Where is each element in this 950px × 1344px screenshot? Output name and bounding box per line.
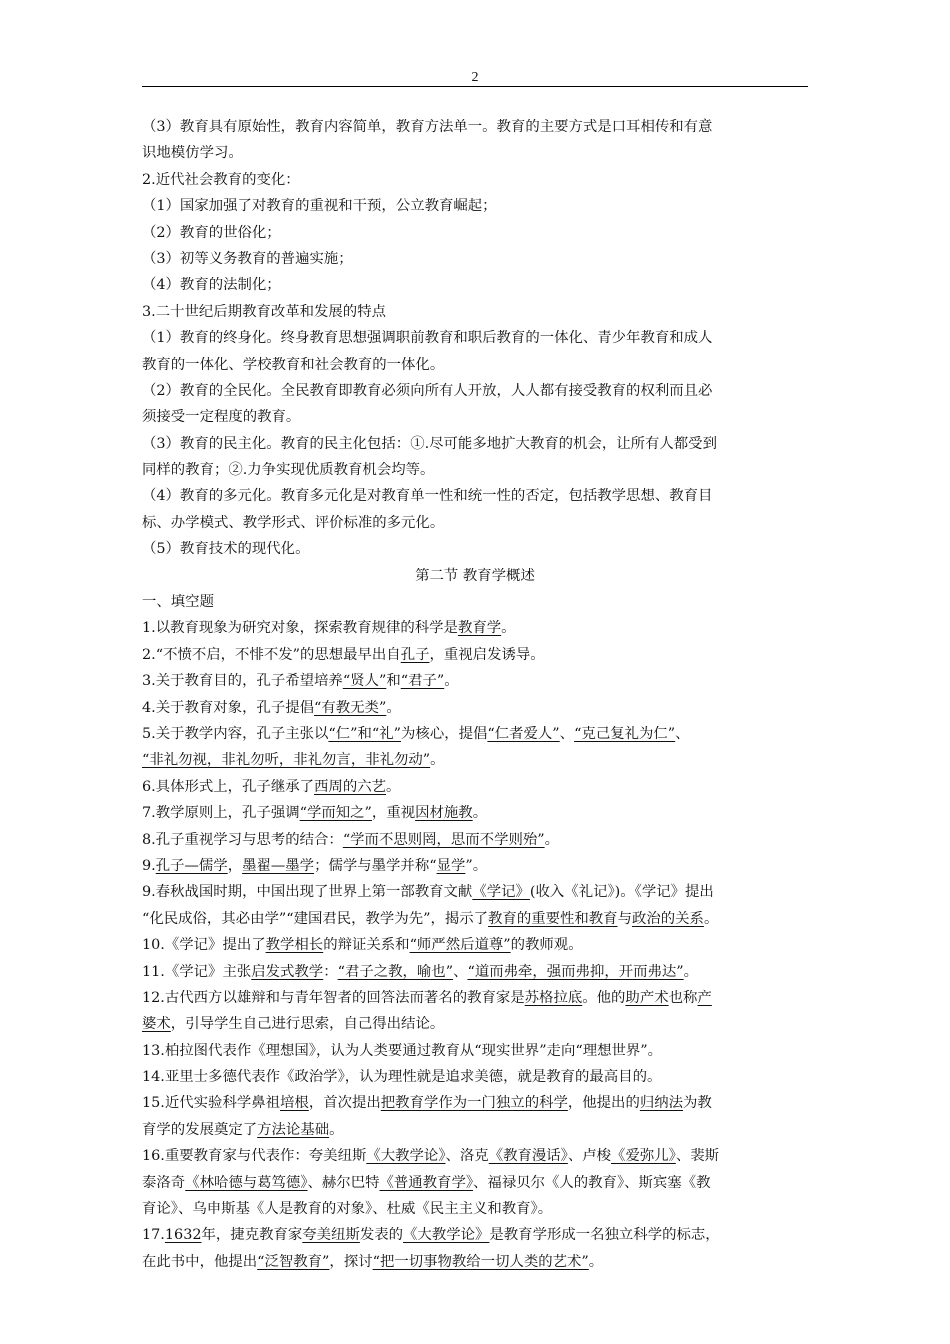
page-number: 2 <box>471 70 479 85</box>
text-segment: 为核心，提倡 <box>401 725 488 742</box>
underlined-answer: “把一切事物教给一切人类的艺术” <box>372 1253 589 1270</box>
text-line <box>142 404 808 430</box>
underlined-answer: 夸美纽斯 <box>302 1227 360 1244</box>
text-segment: 泰洛奇 <box>142 1174 186 1191</box>
text-segment: 同样的教育；②.力争实现优质教育机会均等。 <box>142 462 435 479</box>
text-segment: ： <box>323 963 338 980</box>
underlined-answer: 产 <box>697 989 712 1006</box>
underlined-answer: “师严然后道尊” <box>409 937 511 954</box>
text-segment: ，重视启发诱导。 <box>429 646 545 663</box>
text-segment: 13.柏拉图代表作《理想国》，认为人类要通过教育从“现实世界”走向“理想世界”。 <box>142 1042 663 1059</box>
text-segment: 。他的 <box>582 989 626 1006</box>
underlined-answer: 教育的重要性和教育 <box>488 910 618 927</box>
underlined-answer: 《爱弥儿》 <box>611 1148 676 1165</box>
text-segment: 2.“不愤不启，不悱不发”的思想最早出自 <box>142 646 401 663</box>
underlined-answer: “学而知之” <box>299 805 372 822</box>
underlined-answer: 显学 <box>436 857 466 874</box>
underlined-answer: 墨翟—墨学 <box>242 857 315 874</box>
text-line <box>142 853 808 879</box>
text-segment: 须接受一定程度的教育。 <box>142 409 301 426</box>
text-line <box>142 827 808 853</box>
text-segment: （3）教育的民主化。教育的民主化包括：①.尽可能多地扩大教育的机会，让所有人都受到 <box>142 435 717 452</box>
text-segment: ，他提出的 <box>567 1095 640 1112</box>
text-line <box>142 1222 808 1248</box>
underlined-answer: 教育学 <box>457 620 502 637</box>
text-segment: 6.具体形式上，孔子继承了 <box>142 778 315 795</box>
text-segment: 11.《学记》主张 <box>142 963 252 980</box>
text-segment: 是教育学形成一名独立科学的标志， <box>489 1227 720 1244</box>
text-line <box>142 1196 808 1222</box>
text-segment: 。 <box>683 963 699 980</box>
section-heading <box>142 563 808 589</box>
text-segment: 、赫尔巴特 <box>307 1174 380 1191</box>
text-line <box>142 167 808 193</box>
text-segment: 与 <box>617 910 632 927</box>
text-line <box>142 1090 808 1116</box>
text-segment: 、卢梭 <box>567 1148 612 1165</box>
text-segment: ，探讨 <box>329 1253 373 1270</box>
text-line <box>142 114 808 140</box>
text-line <box>142 193 808 219</box>
text-segment: 2.近代社会教育的变化： <box>142 171 300 188</box>
underlined-answer: 1632 <box>164 1227 202 1244</box>
text-segment: 发表的 <box>359 1227 404 1244</box>
text-segment: ， <box>227 857 243 874</box>
text-segment: ，首次提出 <box>308 1095 381 1112</box>
text-line <box>142 800 808 826</box>
text-line <box>142 747 808 773</box>
document-body <box>142 114 808 1275</box>
underlined-answer: 《林哈德与葛笃德》 <box>185 1174 308 1191</box>
text-line <box>142 721 808 747</box>
text-line <box>142 695 808 721</box>
text-line <box>142 1011 808 1037</box>
text-segment: 。 <box>329 1121 344 1138</box>
text-segment: 1.以教育现象为研究对象，探索教育规律的科学是 <box>142 620 458 637</box>
text-line <box>142 642 808 668</box>
text-segment: 。 <box>386 699 401 716</box>
text-segment: 。 <box>444 673 459 690</box>
text-line <box>142 299 808 325</box>
underlined-answer: 教学相长 <box>265 937 324 954</box>
text-line <box>142 932 808 958</box>
text-segment: 、 <box>559 725 575 742</box>
text-line <box>142 220 808 246</box>
underlined-answer: 西周的六艺 <box>314 778 386 795</box>
text-line <box>142 906 808 932</box>
text-line <box>142 457 808 483</box>
text-line <box>142 510 808 536</box>
text-segment: 15.近代实验科学鼻祖 <box>142 1095 281 1112</box>
text-line <box>142 272 808 298</box>
underlined-answer: 归纳法 <box>639 1095 684 1112</box>
text-line <box>142 879 808 905</box>
underlined-answer: 婆术 <box>142 1016 171 1033</box>
text-line <box>142 985 808 1011</box>
text-segment: 标、办学模式、教学形式、评价标准的多元化。 <box>142 514 445 531</box>
text-line <box>142 140 808 166</box>
underlined-answer: “克己复礼为仁” <box>574 725 676 742</box>
text-segment: 3.二十世纪后期教育改革和发展的特点 <box>142 303 386 320</box>
text-segment: 。 <box>703 910 719 927</box>
text-segment: 。 <box>386 778 401 795</box>
text-segment: （2）教育的世俗化； <box>142 224 281 241</box>
underlined-answer: 《教育漫话》 <box>488 1148 568 1165</box>
text-segment: 识地模仿学习。 <box>142 145 243 162</box>
underlined-answer: “仁”和“礼” <box>328 725 402 742</box>
text-segment: 第二节 教育学概述 <box>415 567 535 584</box>
underlined-answer: “贤人” <box>342 673 387 690</box>
text-segment: 。 <box>472 805 488 822</box>
underlined-answer: 孔子 <box>400 646 430 663</box>
text-line <box>142 1170 808 1196</box>
text-segment: 。 <box>544 831 560 848</box>
text-line <box>142 536 808 562</box>
text-segment: 14.亚里士多德代表作《政治学》，认为理性就是追求美德，就是教育的最高目的。 <box>142 1069 662 1086</box>
text-segment: ；儒学与墨学并称“ <box>314 857 437 874</box>
text-segment: 、 <box>453 963 468 980</box>
text-segment: 育论》、乌申斯基《人是教育的对象》、杜威《民主主义和教育》。 <box>142 1201 553 1218</box>
text-segment: 的教师观。 <box>510 937 583 954</box>
text-segment: 。 <box>588 1253 604 1270</box>
text-segment: 年，捷克教育家 <box>201 1227 303 1244</box>
text-segment: 和 <box>386 673 401 690</box>
text-segment: 10.《学记》提出了 <box>142 937 266 954</box>
text-segment: 12.古代西方以雄辩和与青年智者的回答法而著名的教育家是 <box>142 989 525 1006</box>
text-segment: 也称 <box>668 989 698 1006</box>
text-segment: 在此书中，他提出 <box>142 1253 258 1270</box>
text-segment: （2）教育的全民化。全民教育即教育必须向所有人开放，人人都有接受教育的权利而且必 <box>142 382 713 399</box>
text-segment: 育学的发展奠定了 <box>142 1121 258 1138</box>
underlined-answer: “道而弗牵，强而弗抑，开而弗达” <box>467 963 684 980</box>
underlined-answer: 《普通教育学》 <box>379 1174 474 1191</box>
underlined-answer: “君子之教，喻也” <box>337 963 454 980</box>
text-segment: 9. <box>142 857 156 874</box>
underlined-answer: 助产术 <box>625 989 669 1006</box>
text-line <box>142 246 808 272</box>
text-segment: 17. <box>142 1227 165 1244</box>
text-line <box>142 1064 808 1090</box>
text-segment: （3）初等义务教育的普遍实施； <box>142 250 353 267</box>
underlined-answer: 培根 <box>280 1095 309 1112</box>
text-segment: (收入《礼记》)。《学记》提出 <box>529 884 714 901</box>
underlined-answer: “学而不思则罔，思而不学则殆” <box>342 831 545 848</box>
underlined-answer: 政治的关系 <box>631 910 704 927</box>
text-segment: 9.春秋战国时期，中国出现了世界上第一部教育文献 <box>142 884 473 901</box>
text-segment: 7.教学原则上，孔子强调 <box>142 805 300 822</box>
text-segment: 4.关于教育对象，孔子提倡 <box>142 699 315 716</box>
underlined-answer: 孔子—儒学 <box>155 857 228 874</box>
text-line <box>142 774 808 800</box>
text-segment: （1）国家加强了对教育的重视和干预，公立教育崛起； <box>142 198 497 215</box>
text-segment: ，重视 <box>371 805 416 822</box>
text-segment: 5.关于教学内容，孔子主张以 <box>142 725 329 742</box>
text-segment: 教育的一体化、学校教育和社会教育的一体化。 <box>142 356 445 373</box>
text-segment: （3）教育具有原始性，教育内容简单，教育方法单一。教育的主要方式是口耳相传和有意 <box>142 119 713 135</box>
text-segment: 8.孔子重视学习与思考的结合： <box>142 831 343 848</box>
text-line <box>142 1249 808 1275</box>
underlined-answer: 方法论基础 <box>257 1121 330 1138</box>
text-line <box>142 378 808 404</box>
text-segment: 。 <box>501 620 516 637</box>
text-segment: （1）教育的终身化。终身教育思想强调职前教育和职后教育的一体化、青少年教育和成人 <box>142 330 713 347</box>
text-line <box>142 325 808 351</box>
text-line <box>142 1117 808 1143</box>
underlined-answer: 《大教学论》 <box>403 1227 490 1244</box>
underlined-answer: 把教育学作为一门独立的科学 <box>380 1095 568 1112</box>
text-line <box>142 589 808 615</box>
text-line <box>142 1038 808 1064</box>
text-segment: 、福禄贝尔《人的教育》、斯宾塞《教 <box>473 1174 711 1191</box>
text-segment: 16.重要教育家与代表作：夸美纽斯 <box>142 1148 367 1165</box>
text-segment: ”。 <box>465 857 488 874</box>
text-segment: 。 <box>430 752 445 769</box>
header-rule <box>142 86 808 87</box>
underlined-answer: “非礼勿视，非礼勿听，非礼勿言，非礼勿动” <box>142 752 431 769</box>
text-line <box>142 1143 808 1169</box>
text-line <box>142 959 808 985</box>
underlined-answer: 因材施教 <box>415 805 473 822</box>
text-segment: 为教 <box>683 1095 712 1112</box>
underlined-answer: “君子” <box>400 673 445 690</box>
text-segment: 、裴斯 <box>675 1148 719 1165</box>
underlined-answer: 《大教学论》 <box>366 1148 446 1165</box>
text-segment: “化民成俗，其必由学”“建国君民，教学为先”，揭示了 <box>142 910 489 927</box>
underlined-answer: 苏格拉底 <box>524 989 583 1006</box>
text-segment: 一、填空题 <box>142 594 214 611</box>
text-segment: ，引导学生自己进行思索，自己得出结论。 <box>170 1016 445 1033</box>
text-segment: 的辩证关系和 <box>323 937 410 954</box>
text-segment: 3.关于教育目的，孔子希望培养 <box>142 673 343 690</box>
text-segment: 、洛克 <box>445 1148 489 1165</box>
underlined-answer: “泛智教育” <box>257 1253 330 1270</box>
text-segment: （5）教育技术的现代化。 <box>142 541 310 558</box>
text-line <box>142 352 808 378</box>
text-segment: 、 <box>675 725 690 742</box>
text-line <box>142 483 808 509</box>
underlined-answer: “有教无类” <box>314 699 387 716</box>
text-segment: （4）教育的多元化。教育多元化是对教育单一性和统一性的否定，包括教学思想、教育目 <box>142 488 713 505</box>
text-line <box>142 431 808 457</box>
underlined-answer: “仁者爱人” <box>487 725 560 742</box>
text-segment: （4）教育的法制化； <box>142 277 281 294</box>
underlined-answer: 启发式教学 <box>251 963 324 980</box>
text-line <box>142 615 808 641</box>
text-line <box>142 668 808 694</box>
underlined-answer: 《学记》 <box>472 884 530 901</box>
